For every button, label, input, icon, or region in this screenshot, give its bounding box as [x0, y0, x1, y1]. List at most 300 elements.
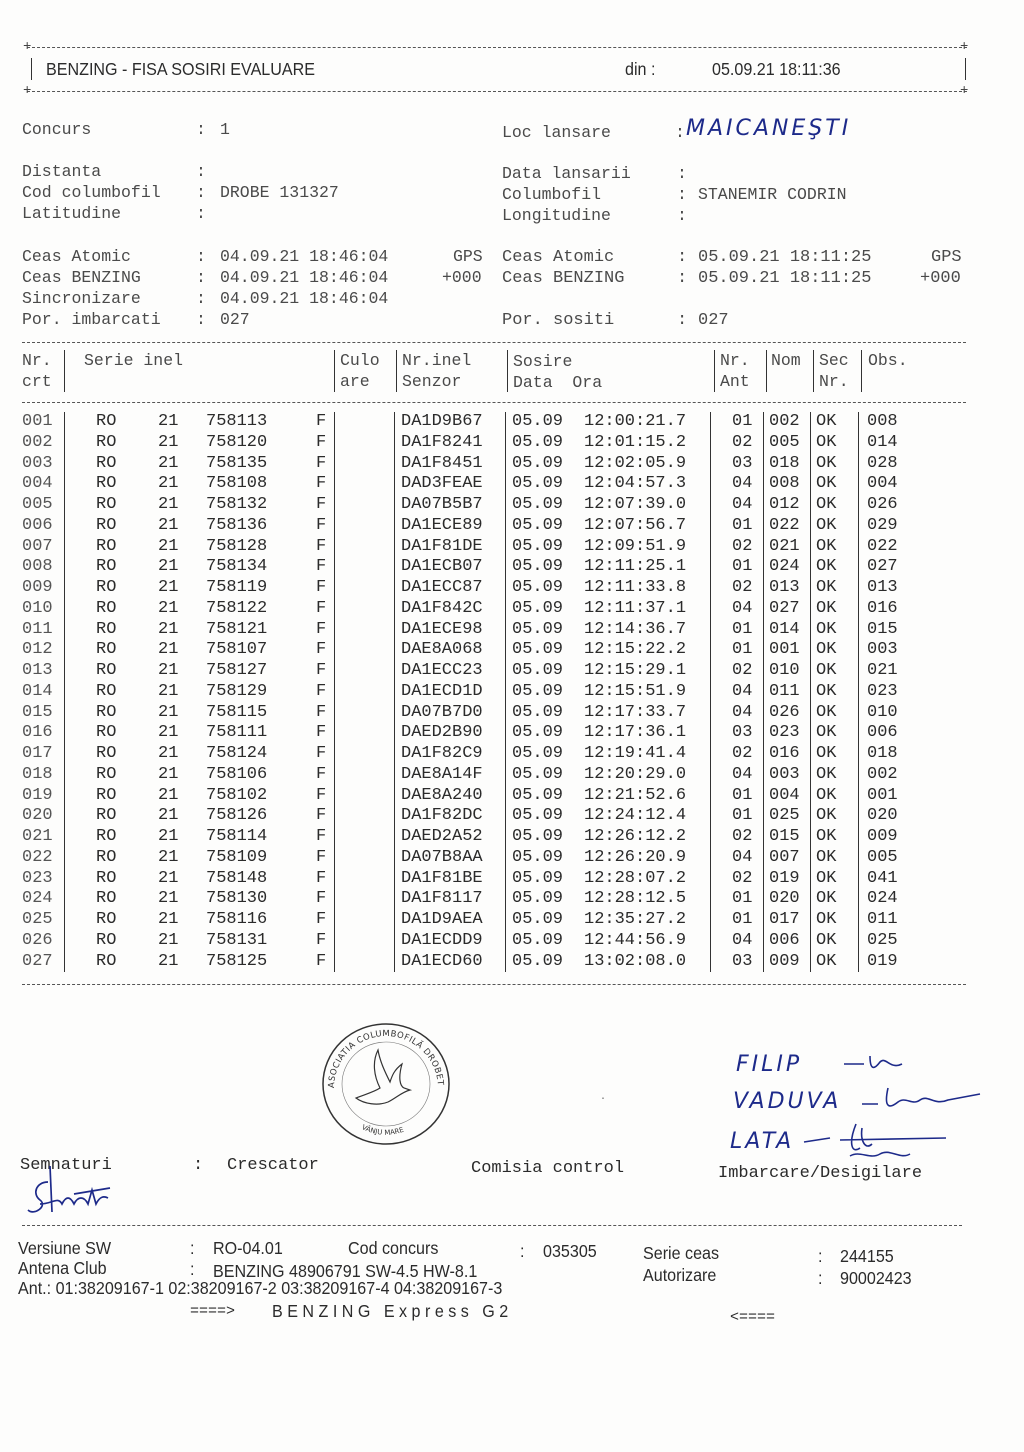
cell-sensor: DA1F8241 [401, 432, 483, 452]
header-serie-inel: Serie inel [84, 351, 184, 370]
cell-arrival-date: 05.09 [512, 619, 564, 639]
cell-nr-crt: 024 [22, 889, 53, 909]
cell-arrival-time: 12:04:57.3 [584, 474, 687, 494]
header-nr: Nr. [22, 351, 52, 370]
cell-country: RO [96, 598, 117, 618]
col-separator [710, 412, 711, 972]
cell-sex: F [316, 557, 327, 577]
cell-ring-number: 758134 [206, 557, 268, 577]
cell-year: 21 [158, 515, 179, 535]
cod-concurs-label: Cod concurs [348, 1238, 439, 1258]
commission-name-2: VADUVA [733, 1089, 842, 1114]
col-separator [394, 412, 395, 972]
cell-year: 21 [158, 889, 179, 909]
table-rule-bottom [22, 984, 966, 985]
cell-nr-crt: 017 [22, 744, 53, 763]
cell-sex: F [316, 847, 327, 867]
cell-ring-number: 758136 [206, 515, 268, 535]
cell-sensor: DAE8A068 [401, 640, 483, 660]
colon: : [196, 289, 206, 308]
colon: : [190, 1238, 195, 1258]
colon: : [196, 204, 206, 223]
ceas-benzing-suffix-right: +000 [920, 269, 961, 288]
cell-obs: 009 [867, 827, 898, 846]
table-rule-top [22, 342, 966, 343]
cell-obs: 025 [867, 930, 898, 950]
cell-nr-crt: 002 [22, 432, 53, 452]
cell-sex: F [316, 889, 327, 909]
cell-sex: F [316, 495, 327, 514]
cell-country: RO [96, 930, 117, 950]
cell-country: RO [96, 495, 117, 514]
cell-country: RO [96, 951, 117, 971]
cell-nom: 019 [769, 868, 800, 888]
col-separator [334, 350, 335, 392]
cell-sex: F [316, 806, 327, 826]
cell-country: RO [96, 432, 117, 452]
cell-antenna: 01 [732, 640, 753, 660]
cell-country: RO [96, 474, 117, 494]
cell-arrival-time: 12:19:41.4 [584, 744, 687, 763]
imbarcati-label: Por. imbarcati [22, 310, 161, 329]
cell-obs: 004 [867, 474, 898, 494]
stamp-seal-icon [316, 1018, 456, 1148]
autorizare-value: 90002423 [840, 1268, 912, 1288]
cell-antenna: 02 [732, 536, 753, 556]
colon: : [677, 185, 687, 204]
cell-nr-crt: 004 [22, 474, 53, 494]
cell-sec: OK [816, 432, 837, 452]
cell-nr-crt: 001 [22, 412, 53, 431]
cell-arrival-time: 12:09:51.9 [584, 536, 687, 556]
cell-country: RO [96, 681, 117, 701]
cell-sec: OK [816, 827, 837, 846]
cell-sex: F [316, 702, 327, 722]
cell-ring-number: 758109 [206, 847, 268, 867]
cell-arrival-time: 12:07:39.0 [584, 495, 687, 514]
cell-nr-crt: 016 [22, 723, 53, 743]
cell-obs: 003 [867, 640, 898, 660]
cell-antenna: 02 [732, 827, 753, 846]
cell-year: 21 [158, 785, 179, 805]
cell-sec: OK [816, 557, 837, 577]
cell-year: 21 [158, 578, 179, 597]
cell-antenna: 02 [732, 744, 753, 763]
cell-year: 21 [158, 930, 179, 950]
cell-arrival-date: 05.09 [512, 806, 564, 826]
ceas-atomic-label: Ceas Atomic [22, 247, 131, 266]
cell-sensor: DA1ECC87 [401, 578, 483, 597]
cell-arrival-time: 12:15:29.1 [584, 661, 687, 680]
cell-arrival-date: 05.09 [512, 951, 564, 971]
cell-ring-number: 758148 [206, 868, 268, 888]
cell-country: RO [96, 847, 117, 867]
cell-year: 21 [158, 661, 179, 680]
columbofil-label: Columbofil [502, 185, 602, 204]
cell-arrival-date: 05.09 [512, 557, 564, 577]
cell-antenna: 04 [732, 598, 753, 618]
cell-sex: F [316, 681, 327, 701]
loc-lansare-handwritten: MAICANEŞTI [686, 116, 852, 141]
cell-year: 21 [158, 640, 179, 660]
col-separator [507, 350, 508, 392]
col-separator [396, 350, 397, 392]
cell-arrival-time: 12:17:36.1 [584, 723, 687, 743]
cell-antenna: 01 [732, 889, 753, 909]
cell-arrival-date: 05.09 [512, 432, 564, 452]
cell-nom: 026 [769, 702, 800, 722]
cell-ring-number: 758129 [206, 681, 268, 701]
cell-arrival-date: 05.09 [512, 681, 564, 701]
cell-sec: OK [816, 806, 837, 826]
cell-nom: 017 [769, 910, 800, 929]
cell-sex: F [316, 619, 327, 639]
cell-nom: 004 [769, 785, 800, 805]
cell-antenna: 01 [732, 910, 753, 929]
cell-ring-number: 758120 [206, 432, 268, 452]
cell-ring-number: 758106 [206, 764, 268, 784]
cell-obs: 023 [867, 681, 898, 701]
cell-sensor: DA1F8117 [401, 889, 483, 909]
cell-nr-crt: 003 [22, 453, 53, 473]
cell-obs: 015 [867, 619, 898, 639]
divider [27, 91, 967, 92]
header-ant-1: Nr. [720, 351, 750, 370]
colon: : [677, 206, 687, 225]
cell-sex: F [316, 598, 327, 618]
cell-country: RO [96, 702, 117, 722]
cell-nr-crt: 005 [22, 495, 53, 514]
cell-nom: 025 [769, 806, 800, 826]
cell-year: 21 [158, 412, 179, 431]
cell-sec: OK [816, 702, 837, 722]
colon: : [818, 1268, 823, 1288]
cell-arrival-time: 12:28:12.5 [584, 889, 687, 909]
colon: : [677, 311, 688, 330]
cell-obs: 002 [867, 764, 898, 784]
cell-ring-number: 758128 [206, 536, 268, 556]
cell-sensor: DA1F81BE [401, 868, 483, 888]
cell-sensor: DA1ECE98 [401, 619, 483, 639]
cell-sec: OK [816, 951, 837, 971]
cell-year: 21 [158, 764, 179, 784]
cell-sensor: DA1F81DE [401, 536, 483, 556]
cell-ring-number: 758119 [206, 578, 268, 597]
cell-ring-number: 758130 [206, 889, 268, 909]
cell-nr-crt: 027 [22, 951, 53, 971]
cell-sensor: DA1ECD1D [401, 681, 483, 701]
header-sosire-1: Sosire [513, 352, 573, 371]
cell-sex: F [316, 661, 327, 680]
col-separator [766, 350, 767, 392]
cell-sec: OK [816, 640, 837, 660]
cell-year: 21 [158, 536, 179, 556]
cell-arrival-date: 05.09 [512, 640, 564, 660]
distanta-label: Distanta [22, 162, 102, 181]
cell-obs: 041 [867, 868, 898, 888]
cell-obs: 014 [867, 432, 898, 452]
cell-obs: 027 [867, 557, 898, 577]
cell-nom: 002 [769, 412, 800, 431]
cell-arrival-date: 05.09 [512, 598, 564, 618]
cell-arrival-date: 05.09 [512, 453, 564, 473]
cell-ring-number: 758122 [206, 598, 268, 618]
cell-arrival-date: 05.09 [512, 744, 564, 763]
corner-mark: + [23, 39, 32, 55]
cell-nom: 012 [769, 495, 800, 514]
cell-sensor: DA07B7D0 [401, 702, 483, 722]
cell-ring-number: 758114 [206, 827, 268, 846]
divider [31, 58, 32, 80]
cell-sex: F [316, 827, 327, 846]
cell-year: 21 [158, 847, 179, 867]
cell-arrival-time: 12:21:52.6 [584, 785, 687, 805]
crescator-label: Crescator [227, 1156, 319, 1175]
cell-ring-number: 758102 [206, 785, 268, 805]
cell-country: RO [96, 412, 117, 431]
cell-country: RO [96, 744, 117, 763]
cell-antenna: 01 [732, 619, 753, 639]
ceas-benzing-label: Ceas BENZING [22, 268, 141, 287]
cell-antenna: 03 [732, 453, 753, 473]
colon: : [677, 164, 687, 183]
cell-nom: 016 [769, 744, 800, 763]
cell-arrival-date: 05.09 [512, 412, 564, 431]
cell-arrival-time: 12:17:33.7 [584, 702, 687, 722]
cell-ring-number: 758124 [206, 744, 268, 763]
footer-divider [22, 1225, 962, 1226]
header-sosire-2: Data Ora [513, 373, 603, 392]
ceas-atomic-suffix-right: GPS [931, 248, 962, 267]
cell-arrival-date: 05.09 [512, 889, 564, 909]
col-separator [64, 350, 65, 392]
cell-nr-crt: 019 [22, 785, 53, 805]
cell-nr-crt: 011 [22, 619, 53, 639]
cell-sec: OK [816, 764, 837, 784]
cell-arrival-time: 12:11:37.1 [584, 598, 687, 618]
cell-year: 21 [158, 557, 179, 577]
cell-country: RO [96, 806, 117, 826]
cell-sex: F [316, 744, 327, 763]
ceas-benzing-label-right: Ceas BENZING [502, 269, 625, 288]
cell-nr-crt: 021 [22, 827, 53, 846]
cell-sec: OK [816, 495, 837, 514]
cell-nom: 008 [769, 474, 800, 494]
col-separator [813, 350, 814, 392]
cell-obs: 026 [867, 495, 898, 514]
comisia-control-label: Comisia control [471, 1159, 625, 1178]
cell-year: 21 [158, 453, 179, 473]
cell-year: 21 [158, 474, 179, 494]
cell-year: 21 [158, 495, 179, 514]
cell-nr-crt: 013 [22, 661, 53, 680]
col-separator [861, 350, 862, 392]
cell-sensor: DAED2B90 [401, 723, 483, 743]
cell-sensor: DA07B8AA [401, 847, 483, 867]
cell-nr-crt: 026 [22, 930, 53, 950]
table-rule-header [22, 402, 966, 403]
cell-year: 21 [158, 598, 179, 618]
concurs-value: 1 [220, 120, 230, 139]
sositi-label: Por. sositi [502, 311, 615, 330]
cell-sec: OK [816, 598, 837, 618]
cell-antenna: 04 [732, 702, 753, 722]
cell-obs: 006 [867, 723, 898, 743]
commission-name-1: FILIP [736, 1052, 803, 1077]
header-ant-2: Ant [720, 372, 750, 391]
cell-antenna: 01 [732, 515, 753, 535]
cell-arrival-date: 05.09 [512, 910, 564, 929]
cell-antenna: 02 [732, 868, 753, 888]
dove-icon [356, 1050, 410, 1104]
corner-mark: + [960, 83, 969, 99]
cell-arrival-time: 12:35:27.2 [584, 910, 687, 929]
cell-sec: OK [816, 930, 837, 950]
cell-antenna: 01 [732, 785, 753, 805]
colon: : [520, 1241, 525, 1261]
cell-ring-number: 758108 [206, 474, 268, 494]
cell-sec: OK [816, 723, 837, 743]
divider [965, 58, 966, 80]
cell-nom: 009 [769, 951, 800, 971]
cell-country: RO [96, 889, 117, 909]
cell-sec: OK [816, 868, 837, 888]
cell-ring-number: 758107 [206, 640, 268, 660]
cell-nom: 007 [769, 847, 800, 867]
cell-ring-number: 758111 [206, 723, 268, 743]
cell-nom: 005 [769, 432, 800, 452]
ceas-benzing-suffix: +000 [442, 268, 482, 287]
divider [27, 47, 967, 48]
cell-nr-crt: 006 [22, 515, 53, 535]
cell-arrival-date: 05.09 [512, 515, 564, 535]
cell-obs: 028 [867, 453, 898, 473]
cell-country: RO [96, 557, 117, 577]
ceas-atomic-value-right: 05.09.21 18:11:25 [698, 248, 872, 267]
cell-arrival-time: 12:44:56.9 [584, 930, 687, 950]
cell-ring-number: 758115 [206, 702, 268, 722]
col-separator [858, 412, 859, 972]
cell-antenna: 04 [732, 681, 753, 701]
signature-mark-2 [858, 1084, 988, 1114]
cell-sensor: DAE8A14F [401, 764, 483, 784]
cell-antenna: 04 [732, 847, 753, 867]
cell-sex: F [316, 910, 327, 929]
col-separator [505, 412, 506, 972]
cell-arrival-time: 12:15:22.2 [584, 640, 687, 660]
cell-arrival-time: 12:24:12.4 [584, 806, 687, 826]
cell-ring-number: 758132 [206, 495, 268, 514]
svg-text:ASOCIATIA COLUMBOFILĂ DROBETA- [316, 1018, 445, 1088]
signature-mark-3 [800, 1120, 950, 1170]
colon: : [196, 310, 206, 329]
antena-label: Antena Club [18, 1258, 107, 1278]
commission-name-3: LATA [730, 1129, 795, 1154]
cell-antenna: 01 [732, 557, 753, 577]
cell-antenna: 01 [732, 412, 753, 431]
ceas-atomic-label-right: Ceas Atomic [502, 248, 615, 267]
cell-arrival-time: 12:11:33.8 [584, 578, 687, 597]
cell-year: 21 [158, 681, 179, 701]
cell-sec: OK [816, 681, 837, 701]
cell-sex: F [316, 432, 327, 452]
cell-sex: F [316, 868, 327, 888]
cell-antenna: 01 [732, 806, 753, 826]
colon: : [818, 1246, 823, 1266]
cell-year: 21 [158, 702, 179, 722]
cell-nom: 027 [769, 598, 800, 618]
cell-arrival-date: 05.09 [512, 764, 564, 784]
banner-arrow-left: ====> [190, 1303, 236, 1320]
cell-obs: 001 [867, 785, 898, 805]
cell-country: RO [96, 785, 117, 805]
cell-sensor: DA1F842C [401, 598, 483, 618]
stamp-text-bottom: VÂNJU MARE [360, 1123, 405, 1137]
cell-nr-crt: 009 [22, 578, 53, 597]
ceas-benzing-value-right: 05.09.21 18:11:25 [698, 269, 872, 288]
cell-sec: OK [816, 515, 837, 535]
cell-ring-number: 758125 [206, 951, 268, 971]
serie-ceas-value: 244155 [840, 1246, 894, 1266]
cell-sex: F [316, 723, 327, 743]
colon: : [675, 123, 685, 142]
cell-sex: F [316, 453, 327, 473]
autorizare-label: Autorizare [643, 1265, 717, 1285]
cell-ring-number: 758131 [206, 930, 268, 950]
cell-year: 21 [158, 723, 179, 743]
cell-country: RO [96, 764, 117, 784]
ceas-atomic-suffix: GPS [453, 247, 483, 266]
cell-obs: 010 [867, 702, 898, 722]
cell-arrival-time: 12:28:07.2 [584, 868, 687, 888]
col-separator [334, 412, 335, 972]
cell-country: RO [96, 868, 117, 888]
cell-arrival-time: 12:26:12.2 [584, 827, 687, 846]
cell-obs: 018 [867, 744, 898, 763]
columbofil-value: STANEMIR CODRIN [698, 185, 847, 204]
cell-sex: F [316, 412, 327, 431]
ceas-atomic-value: 04.09.21 18:46:04 [220, 247, 389, 266]
cell-sex: F [316, 764, 327, 784]
cell-arrival-date: 05.09 [512, 536, 564, 556]
cell-arrival-date: 05.09 [512, 702, 564, 722]
cell-year: 21 [158, 806, 179, 826]
cell-obs: 019 [867, 951, 898, 971]
corner-mark: + [960, 39, 969, 55]
cell-nom: 006 [769, 930, 800, 950]
header-sec-2: Nr. [819, 372, 849, 391]
cell-obs: 011 [867, 910, 898, 929]
cell-country: RO [96, 578, 117, 597]
cell-nr-crt: 010 [22, 598, 53, 618]
longitudine-label: Longitudine [502, 206, 611, 225]
cell-antenna: 04 [732, 495, 753, 514]
cell-sex: F [316, 930, 327, 950]
cell-sensor: DA07B5B7 [401, 495, 483, 514]
cell-country: RO [96, 661, 117, 680]
cell-sensor: DAE8A240 [401, 785, 483, 805]
cell-arrival-date: 05.09 [512, 785, 564, 805]
signature-mark-1 [840, 1050, 910, 1076]
cell-sex: F [316, 515, 327, 535]
cell-year: 21 [158, 868, 179, 888]
cell-sex: F [316, 640, 327, 660]
cell-nr-crt: 025 [22, 910, 53, 929]
cell-sec: OK [816, 744, 837, 763]
cell-country: RO [96, 453, 117, 473]
col-separator [714, 350, 715, 392]
cell-nom: 018 [769, 453, 800, 473]
